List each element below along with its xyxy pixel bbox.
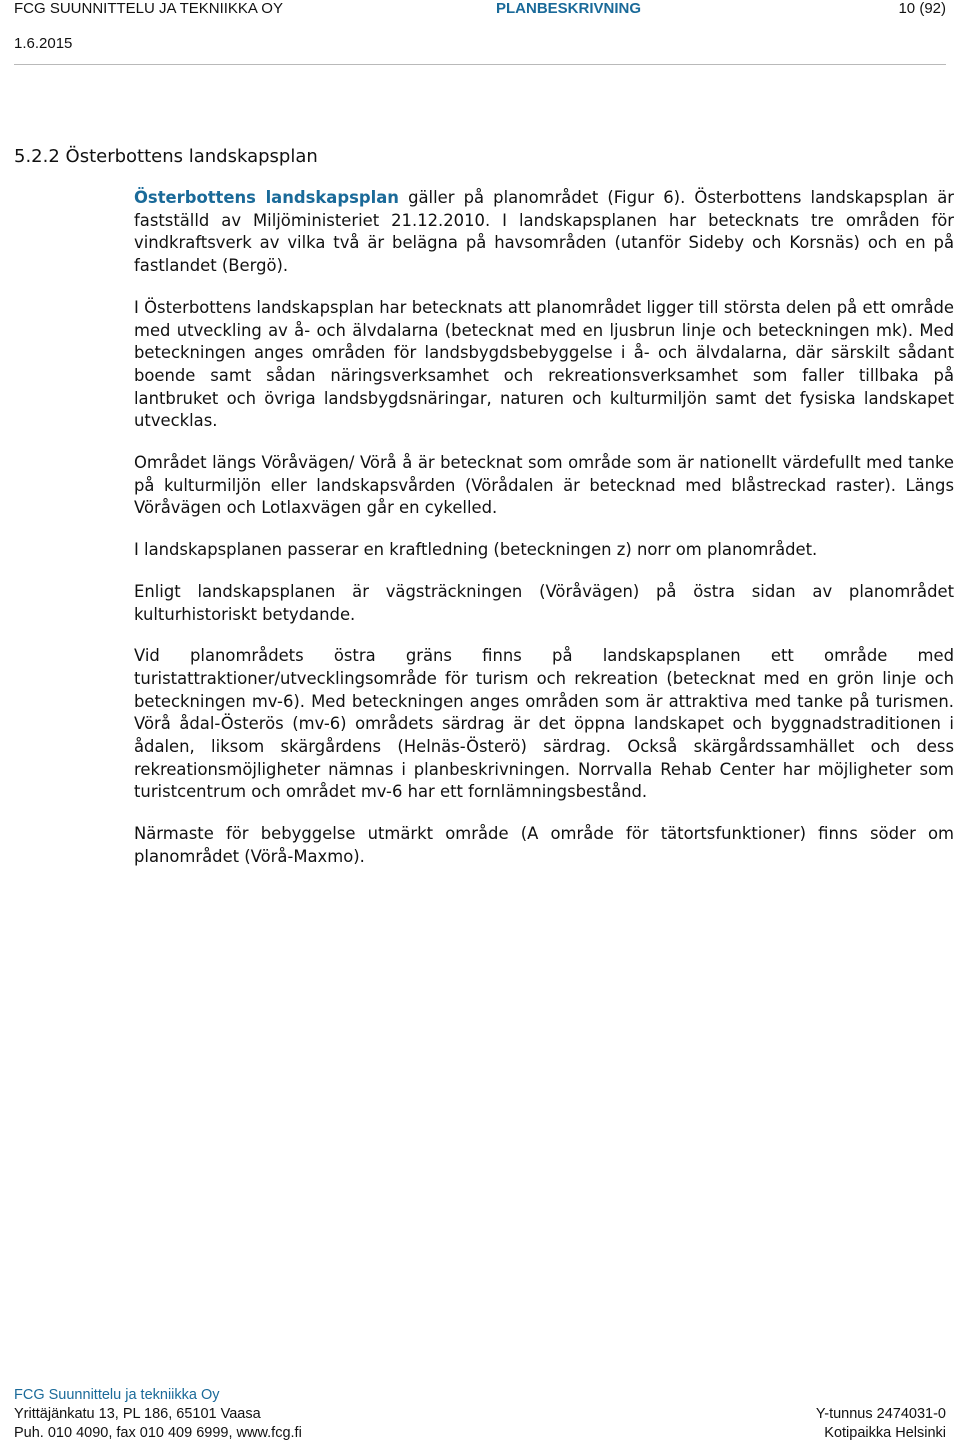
paragraph-1-text: gäller på planområdet (Figur 6). Österbottens landskapsplan är fastställd av Miljöministeriet 21.12.2010. I landskapsplanen har betecknats tre områden för vindkraftsverk av vilka två är belägna på havsområden (utanför Sideby och Korsnäs) och en på fastlandet (Bergö). xyxy=(134,188,954,276)
footer-row-address xyxy=(14,1405,946,1424)
header-date: 1.6.2015 xyxy=(14,35,73,52)
footer-domicile: Kotipaikka Helsinki xyxy=(824,1425,946,1441)
footer-contact: Puh. 010 4090, fax 010 409 6999, www.fcg.fi xyxy=(14,1425,302,1441)
section-body xyxy=(134,187,954,888)
paragraph-3: Området längs Vöråvägen/ Vörå å är betecknat som område som är nationellt värdefullt med tanke på kulturmiljön eller landskapsvården (Vörådalen är betecknad med blåstreckad raster). Längs Vöråvägen och Lotlaxvägen går en cykelled. xyxy=(134,453,954,518)
page-header xyxy=(14,0,946,65)
footer-business-id: Y-tunnus 2474031-0 xyxy=(815,1406,946,1422)
page-footer xyxy=(14,1386,946,1443)
paragraph-7: Närmaste för bebyggelse utmärkt område (A område för tätortsfunktioner) finns söder om planområdet (Vörå-Maxmo). xyxy=(134,824,954,866)
footer-company: FCG Suunnittelu ja tekniikka Oy xyxy=(14,1387,220,1403)
paragraph-2: I Österbottens landskapsplan har betecknats att planområdet ligger till största delen på ett område med utveckling av å- och älvdalarna (betecknat med en ljusbrun linje och beteckningen mk). Med beteckningen anges områden för landsbygdsbebyggelse i å- och älvdalarna, där särskilt sådant boende samt sådan näringsverksamhet och rekreationsverksamhet som faller tillbaka på lantbruket och övriga landsbygdsnäringar, naturen och kulturmiljön samt det fysiska landskapet utvecklas. xyxy=(134,297,954,431)
header-company: FCG SUUNNITTELU JA TEKNIIKKA OY xyxy=(14,0,283,17)
footer-row-company xyxy=(14,1386,946,1405)
header-page-number: 10 (92) xyxy=(898,0,946,17)
paragraph-5: Enligt landskapsplanen är vägsträckningen (Vöråvägen) på östra sidan av planområdet kulturhistoriskt betydande. xyxy=(134,581,954,624)
paragraph-4: I landskapsplanen passerar en kraftledning (beteckningen z) norr om planområdet. xyxy=(134,540,818,560)
section-heading: 5.2.2 Österbottens landskapsplan xyxy=(14,146,318,167)
highlighted-term: Österbottens landskapsplan xyxy=(134,188,399,207)
footer-address: Yrittäjänkatu 13, PL 186, 65101 Vaasa xyxy=(14,1406,261,1422)
paragraph-1 xyxy=(134,187,954,278)
header-document-title: PLANBESKRIVNING xyxy=(496,0,642,17)
footer-row-contact xyxy=(14,1424,946,1443)
paragraph-6: Vid planområdets östra gräns finns på landskapsplanen ett område med turistattraktioner/utvecklingsområde för turism och rekreation (betecknat med en grön linje och beteckningen mv-6). Med beteckningen anges områden som är attraktiva med tanke på turismen. Vörå ådal-Österös (mv-6) områdets särdrag är det öppna landskapet och byggnadstraditionen i ådalen, liksom skärgårdens (Helnäs-Österö) särdrag. Också skärgårdssamhället och dess rekreationsmöjligheter nämnas i planbeskrivningen. Norrvalla Rehab Center har möjligheter som turistcentrum och området mv-6 har ett fornlämningsbestånd. xyxy=(134,646,954,802)
